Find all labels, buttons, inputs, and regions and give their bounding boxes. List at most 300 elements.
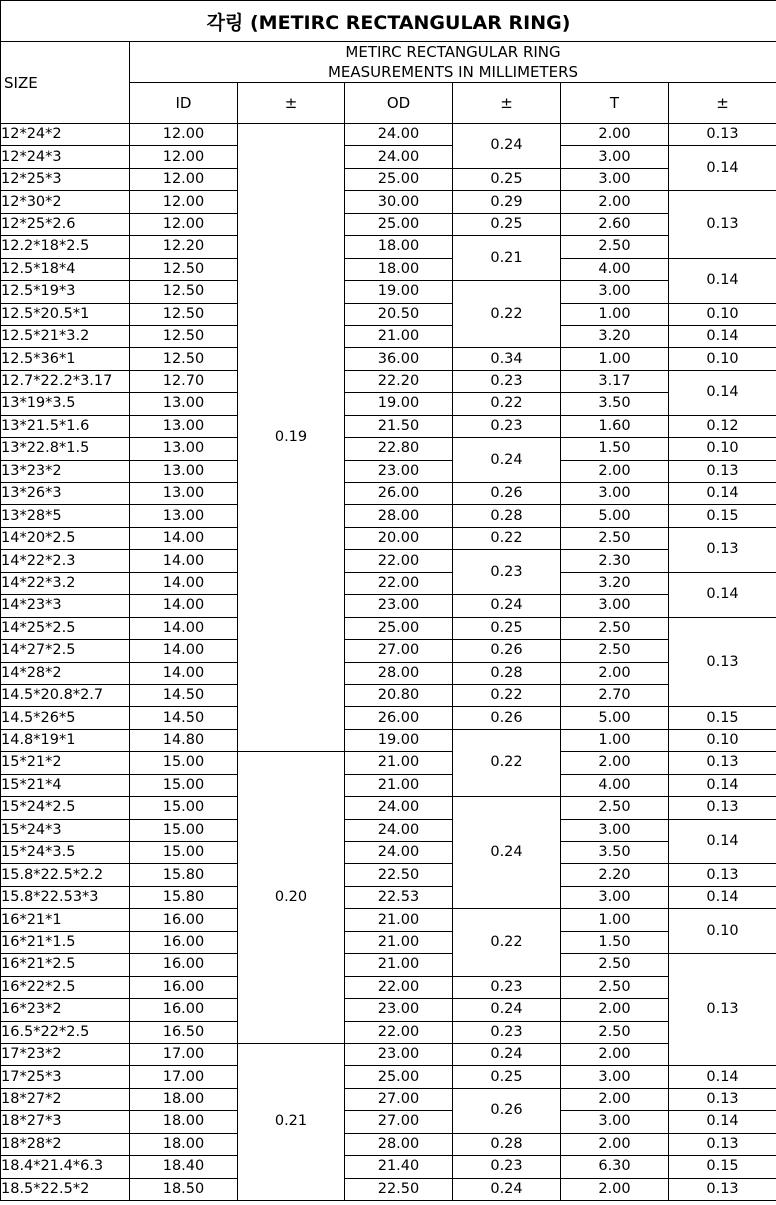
od-tolerance-cell: 0.23 bbox=[453, 415, 561, 437]
id-cell: 15.00 bbox=[130, 842, 238, 864]
od-tolerance-cell: 0.23 bbox=[453, 550, 561, 595]
od-tolerance-cell: 0.24 bbox=[453, 797, 561, 909]
table-row bbox=[1, 707, 776, 729]
id-tolerance-cell: 0.19 bbox=[238, 124, 345, 752]
id-cell: 15.00 bbox=[130, 774, 238, 796]
t-cell: 2.00 bbox=[561, 124, 669, 146]
id-cell: 14.00 bbox=[130, 572, 238, 594]
t-cell: 1.00 bbox=[561, 348, 669, 370]
t-cell: 2.00 bbox=[561, 1043, 669, 1065]
size-cell: 15.8*22.53*3 bbox=[1, 886, 130, 908]
t-cell: 1.00 bbox=[561, 909, 669, 931]
od-tolerance-cell: 0.22 bbox=[453, 281, 561, 348]
size-cell: 16*21*2.5 bbox=[1, 954, 130, 976]
table-row bbox=[1, 954, 776, 976]
t-tolerance-cell: 0.13 bbox=[669, 954, 776, 1066]
size-cell: 15*24*3.5 bbox=[1, 842, 130, 864]
t-tolerance-cell: 0.13 bbox=[669, 527, 776, 572]
table-row bbox=[1, 370, 776, 392]
size-cell: 15*24*2.5 bbox=[1, 797, 130, 819]
size-cell: 16*22*2.5 bbox=[1, 976, 130, 998]
size-cell: 13*28*5 bbox=[1, 505, 130, 527]
size-cell: 12*24*3 bbox=[1, 146, 130, 168]
t-cell: 3.00 bbox=[561, 819, 669, 841]
table-row bbox=[1, 797, 776, 819]
id-cell: 16.00 bbox=[130, 976, 238, 998]
table-row bbox=[1, 1156, 776, 1178]
table-row bbox=[1, 348, 776, 370]
id-cell: 14.00 bbox=[130, 640, 238, 662]
od-cell: 19.00 bbox=[345, 729, 453, 751]
t-tolerance-cell: 0.13 bbox=[669, 1088, 776, 1110]
id-cell: 15.00 bbox=[130, 797, 238, 819]
od-cell: 22.50 bbox=[345, 864, 453, 886]
table-row bbox=[1, 1021, 776, 1043]
t-cell: 3.00 bbox=[561, 168, 669, 190]
od-cell: 22.80 bbox=[345, 438, 453, 460]
t-cell: 2.00 bbox=[561, 460, 669, 482]
t-cell: 5.00 bbox=[561, 505, 669, 527]
od-cell: 27.00 bbox=[345, 1088, 453, 1110]
t-cell: 3.00 bbox=[561, 146, 669, 168]
od-cell: 21.00 bbox=[345, 752, 453, 774]
od-cell: 20.50 bbox=[345, 303, 453, 325]
table-row bbox=[1, 729, 776, 751]
od-tolerance-cell: 0.26 bbox=[453, 1088, 561, 1133]
t-cell: 1.00 bbox=[561, 729, 669, 751]
id-column-header: ID bbox=[130, 83, 238, 124]
od-cell: 23.00 bbox=[345, 1043, 453, 1065]
od-cell: 24.00 bbox=[345, 797, 453, 819]
table-row bbox=[1, 999, 776, 1021]
t-cell: 6.30 bbox=[561, 1156, 669, 1178]
t-cell: 2.50 bbox=[561, 976, 669, 998]
size-cell: 12*25*3 bbox=[1, 168, 130, 190]
table-row bbox=[1, 258, 776, 280]
od-tolerance-cell: 0.28 bbox=[453, 505, 561, 527]
od-cell: 22.50 bbox=[345, 1178, 453, 1200]
id-cell: 14.00 bbox=[130, 550, 238, 572]
table-row bbox=[1, 684, 776, 706]
table-row bbox=[1, 1066, 776, 1088]
t-tolerance-cell: 0.15 bbox=[669, 1156, 776, 1178]
id-cell: 18.40 bbox=[130, 1156, 238, 1178]
t-cell: 4.00 bbox=[561, 774, 669, 796]
od-tolerance-cell: 0.24 bbox=[453, 595, 561, 617]
id-cell: 13.00 bbox=[130, 505, 238, 527]
od-cell: 22.00 bbox=[345, 1021, 453, 1043]
t-tolerance-cell: 0.14 bbox=[669, 819, 776, 864]
od-tolerance-cell: 0.21 bbox=[453, 236, 561, 281]
t-cell: 1.00 bbox=[561, 303, 669, 325]
t-tolerance-cell: 0.14 bbox=[669, 483, 776, 505]
size-cell: 13*23*2 bbox=[1, 460, 130, 482]
od-cell: 24.00 bbox=[345, 146, 453, 168]
measurement-group-header bbox=[130, 42, 776, 83]
od-tolerance-cell: 0.26 bbox=[453, 640, 561, 662]
size-cell: 14*22*2.3 bbox=[1, 550, 130, 572]
od-tolerance-cell: 0.22 bbox=[453, 909, 561, 976]
table-row bbox=[1, 146, 776, 168]
od-tolerance-cell: 0.28 bbox=[453, 662, 561, 684]
t-tolerance-cell: 0.10 bbox=[669, 348, 776, 370]
t-tolerance-cell: 0.14 bbox=[669, 1066, 776, 1088]
table-row bbox=[1, 393, 776, 415]
t-tolerance-cell: 0.10 bbox=[669, 729, 776, 751]
t-tolerance-cell: 0.14 bbox=[669, 774, 776, 796]
t-cell: 2.50 bbox=[561, 617, 669, 639]
t-cell: 3.00 bbox=[561, 595, 669, 617]
t-cell: 3.17 bbox=[561, 370, 669, 392]
od-cell: 28.00 bbox=[345, 662, 453, 684]
t-tolerance-cell: 0.13 bbox=[669, 752, 776, 774]
table-title: 각링 (METIRC RECTANGULAR RING) bbox=[1, 1, 776, 42]
table-row bbox=[1, 483, 776, 505]
t-tolerance-cell: 0.10 bbox=[669, 438, 776, 460]
id-cell: 16.00 bbox=[130, 909, 238, 931]
od-cell: 19.00 bbox=[345, 393, 453, 415]
od-tolerance-cell: 0.23 bbox=[453, 1021, 561, 1043]
size-cell: 14.8*19*1 bbox=[1, 729, 130, 751]
od-cell: 30.00 bbox=[345, 191, 453, 213]
od-cell: 25.00 bbox=[345, 168, 453, 190]
od-tolerance-cell: 0.24 bbox=[453, 438, 561, 483]
t-cell: 2.00 bbox=[561, 191, 669, 213]
od-tolerance-cell: 0.26 bbox=[453, 707, 561, 729]
group-header-line1: METIRC RECTANGULAR RING bbox=[345, 43, 561, 61]
size-cell: 14*22*3.2 bbox=[1, 572, 130, 594]
size-cell: 12.5*19*3 bbox=[1, 281, 130, 303]
size-cell: 18*27*3 bbox=[1, 1111, 130, 1133]
id-cell: 14.00 bbox=[130, 595, 238, 617]
od-cell: 25.00 bbox=[345, 1066, 453, 1088]
t-cell: 3.00 bbox=[561, 1111, 669, 1133]
od-cell: 20.80 bbox=[345, 684, 453, 706]
id-cell: 15.80 bbox=[130, 864, 238, 886]
id-cell: 12.00 bbox=[130, 146, 238, 168]
table-body bbox=[1, 124, 776, 1201]
id-cell: 16.00 bbox=[130, 954, 238, 976]
table-row bbox=[1, 909, 776, 931]
od-tolerance-cell: 0.22 bbox=[453, 684, 561, 706]
t-cell: 1.50 bbox=[561, 438, 669, 460]
size-cell: 18.4*21.4*6.3 bbox=[1, 1156, 130, 1178]
size-cell: 18.5*22.5*2 bbox=[1, 1178, 130, 1200]
table-row bbox=[1, 236, 776, 258]
t-cell: 2.50 bbox=[561, 954, 669, 976]
od-cell: 23.00 bbox=[345, 595, 453, 617]
table-row bbox=[1, 550, 776, 572]
size-cell: 18*28*2 bbox=[1, 1133, 130, 1155]
size-cell: 16*21*1.5 bbox=[1, 931, 130, 953]
od-tolerance-cell: 0.23 bbox=[453, 1156, 561, 1178]
t-tolerance-cell: 0.13 bbox=[669, 864, 776, 886]
od-tolerance-cell: 0.24 bbox=[453, 1178, 561, 1200]
t-tolerance-cell: 0.10 bbox=[669, 303, 776, 325]
table-row bbox=[1, 191, 776, 213]
table-row bbox=[1, 527, 776, 549]
table-row bbox=[1, 886, 776, 908]
od-cell: 25.00 bbox=[345, 617, 453, 639]
od-tolerance-cell: 0.22 bbox=[453, 393, 561, 415]
od-cell: 22.00 bbox=[345, 976, 453, 998]
table-row bbox=[1, 617, 776, 639]
t-cell: 2.50 bbox=[561, 640, 669, 662]
table-row bbox=[1, 1111, 776, 1133]
id-cell: 17.00 bbox=[130, 1066, 238, 1088]
table-row bbox=[1, 595, 776, 617]
t-tolerance-cell: 0.15 bbox=[669, 505, 776, 527]
size-cell: 12*24*2 bbox=[1, 124, 130, 146]
t-cell: 2.00 bbox=[561, 999, 669, 1021]
id-cell: 14.00 bbox=[130, 662, 238, 684]
id-cell: 12.00 bbox=[130, 168, 238, 190]
table-row bbox=[1, 505, 776, 527]
t-cell: 2.00 bbox=[561, 1088, 669, 1110]
t-cell: 2.00 bbox=[561, 1178, 669, 1200]
size-cell: 16*21*1 bbox=[1, 909, 130, 931]
size-column-header: SIZE bbox=[1, 42, 130, 124]
od-tolerance-cell: 0.26 bbox=[453, 483, 561, 505]
t-cell: 2.00 bbox=[561, 752, 669, 774]
size-cell: 15*21*2 bbox=[1, 752, 130, 774]
table-row bbox=[1, 168, 776, 190]
od-tolerance-cell: 0.22 bbox=[453, 729, 561, 796]
t-tolerance-cell: 0.13 bbox=[669, 460, 776, 482]
od-cell: 18.00 bbox=[345, 258, 453, 280]
od-tolerance-cell: 0.24 bbox=[453, 999, 561, 1021]
t-cell: 4.00 bbox=[561, 258, 669, 280]
table-row bbox=[1, 325, 776, 347]
t-tolerance-cell: 0.14 bbox=[669, 1111, 776, 1133]
id-cell: 18.00 bbox=[130, 1111, 238, 1133]
id-cell: 12.00 bbox=[130, 124, 238, 146]
t-tolerance-cell: 0.14 bbox=[669, 886, 776, 908]
id-cell: 14.00 bbox=[130, 527, 238, 549]
od-cell: 19.00 bbox=[345, 281, 453, 303]
table-row bbox=[1, 752, 776, 774]
t-cell: 2.00 bbox=[561, 662, 669, 684]
t-tolerance-cell: 0.14 bbox=[669, 258, 776, 303]
size-cell: 14*25*2.5 bbox=[1, 617, 130, 639]
id-cell: 12.50 bbox=[130, 348, 238, 370]
t-cell: 3.00 bbox=[561, 886, 669, 908]
od-tolerance-cell: 0.25 bbox=[453, 1066, 561, 1088]
od-cell: 23.00 bbox=[345, 460, 453, 482]
od-tolerance-cell: 0.23 bbox=[453, 976, 561, 998]
size-cell: 13*21.5*1.6 bbox=[1, 415, 130, 437]
t-cell: 3.20 bbox=[561, 325, 669, 347]
table-row bbox=[1, 842, 776, 864]
od-cell: 22.20 bbox=[345, 370, 453, 392]
t-cell: 3.00 bbox=[561, 1066, 669, 1088]
table-row bbox=[1, 864, 776, 886]
size-cell: 14*20*2.5 bbox=[1, 527, 130, 549]
id-cell: 13.00 bbox=[130, 460, 238, 482]
id-cell: 13.00 bbox=[130, 393, 238, 415]
id-cell: 12.70 bbox=[130, 370, 238, 392]
size-cell: 12*30*2 bbox=[1, 191, 130, 213]
t-tolerance-cell: 0.10 bbox=[669, 909, 776, 954]
size-cell: 15.8*22.5*2.2 bbox=[1, 864, 130, 886]
od-cell: 22.00 bbox=[345, 550, 453, 572]
table-row bbox=[1, 281, 776, 303]
table-row bbox=[1, 1043, 776, 1065]
t-tolerance-cell: 0.14 bbox=[669, 325, 776, 347]
od-cell: 21.00 bbox=[345, 931, 453, 953]
table-row bbox=[1, 1088, 776, 1110]
od-tolerance-cell: 0.25 bbox=[453, 168, 561, 190]
table-row bbox=[1, 438, 776, 460]
size-cell: 12.5*36*1 bbox=[1, 348, 130, 370]
t-tolerance-cell: 0.15 bbox=[669, 707, 776, 729]
od-tolerance-cell: 0.24 bbox=[453, 1043, 561, 1065]
od-column-header: OD bbox=[345, 83, 453, 124]
size-cell: 15*21*4 bbox=[1, 774, 130, 796]
t-tolerance-cell: 0.13 bbox=[669, 797, 776, 819]
table-row bbox=[1, 1133, 776, 1155]
table-row bbox=[1, 931, 776, 953]
size-cell: 17*25*3 bbox=[1, 1066, 130, 1088]
od-tolerance-header: ± bbox=[453, 83, 561, 124]
od-tolerance-cell: 0.28 bbox=[453, 1133, 561, 1155]
id-cell: 12.50 bbox=[130, 258, 238, 280]
t-cell: 2.20 bbox=[561, 864, 669, 886]
size-cell: 12.5*20.5*1 bbox=[1, 303, 130, 325]
t-tolerance-cell: 0.14 bbox=[669, 370, 776, 415]
od-cell: 22.53 bbox=[345, 886, 453, 908]
od-tolerance-cell: 0.22 bbox=[453, 527, 561, 549]
od-cell: 21.00 bbox=[345, 325, 453, 347]
od-cell: 20.00 bbox=[345, 527, 453, 549]
id-cell: 13.00 bbox=[130, 438, 238, 460]
table-row bbox=[1, 460, 776, 482]
size-cell: 16*23*2 bbox=[1, 999, 130, 1021]
table-row bbox=[1, 572, 776, 594]
size-cell: 13*19*3.5 bbox=[1, 393, 130, 415]
id-cell: 15.80 bbox=[130, 886, 238, 908]
size-cell: 14.5*20.8*2.7 bbox=[1, 684, 130, 706]
id-tolerance-cell: 0.20 bbox=[238, 752, 345, 1044]
group-header-line2: MEASUREMENTS IN MILLIMETERS bbox=[327, 63, 579, 81]
id-cell: 14.00 bbox=[130, 617, 238, 639]
id-cell: 18.00 bbox=[130, 1088, 238, 1110]
od-cell: 23.00 bbox=[345, 999, 453, 1021]
od-cell: 18.00 bbox=[345, 236, 453, 258]
t-cell: 2.50 bbox=[561, 527, 669, 549]
od-cell: 24.00 bbox=[345, 842, 453, 864]
t-tolerance-header: ± bbox=[669, 83, 776, 124]
id-cell: 15.00 bbox=[130, 819, 238, 841]
t-cell: 3.50 bbox=[561, 842, 669, 864]
id-cell: 16.00 bbox=[130, 999, 238, 1021]
size-cell: 12.7*22.2*3.17 bbox=[1, 370, 130, 392]
table-row bbox=[1, 640, 776, 662]
t-tolerance-cell: 0.13 bbox=[669, 1133, 776, 1155]
t-cell: 2.30 bbox=[561, 550, 669, 572]
t-cell: 2.60 bbox=[561, 213, 669, 235]
t-tolerance-cell: 0.13 bbox=[669, 124, 776, 146]
od-cell: 24.00 bbox=[345, 124, 453, 146]
id-cell: 12.00 bbox=[130, 213, 238, 235]
size-cell: 16.5*22*2.5 bbox=[1, 1021, 130, 1043]
t-tolerance-cell: 0.13 bbox=[669, 617, 776, 707]
size-cell: 14.5*26*5 bbox=[1, 707, 130, 729]
table-row bbox=[1, 774, 776, 796]
t-column-header: T bbox=[561, 83, 669, 124]
id-cell: 14.50 bbox=[130, 684, 238, 706]
od-cell: 24.00 bbox=[345, 819, 453, 841]
id-cell: 16.50 bbox=[130, 1021, 238, 1043]
t-cell: 2.70 bbox=[561, 684, 669, 706]
od-cell: 36.00 bbox=[345, 348, 453, 370]
od-tolerance-cell: 0.23 bbox=[453, 370, 561, 392]
od-cell: 21.00 bbox=[345, 774, 453, 796]
t-tolerance-cell: 0.13 bbox=[669, 1178, 776, 1200]
t-cell: 3.00 bbox=[561, 281, 669, 303]
table-row bbox=[1, 415, 776, 437]
od-tolerance-cell: 0.24 bbox=[453, 124, 561, 169]
id-cell: 13.00 bbox=[130, 483, 238, 505]
size-cell: 17*23*2 bbox=[1, 1043, 130, 1065]
table-row bbox=[1, 303, 776, 325]
id-cell: 12.50 bbox=[130, 325, 238, 347]
t-cell: 2.50 bbox=[561, 236, 669, 258]
t-cell: 3.50 bbox=[561, 393, 669, 415]
id-cell: 12.50 bbox=[130, 281, 238, 303]
od-cell: 25.00 bbox=[345, 213, 453, 235]
id-tolerance-header: ± bbox=[238, 83, 345, 124]
id-cell: 17.00 bbox=[130, 1043, 238, 1065]
t-tolerance-cell: 0.14 bbox=[669, 572, 776, 617]
size-cell: 12*25*2.6 bbox=[1, 213, 130, 235]
table-row bbox=[1, 213, 776, 235]
id-cell: 12.50 bbox=[130, 303, 238, 325]
id-cell: 12.00 bbox=[130, 191, 238, 213]
size-cell: 14*27*2.5 bbox=[1, 640, 130, 662]
id-cell: 12.20 bbox=[130, 236, 238, 258]
od-cell: 21.40 bbox=[345, 1156, 453, 1178]
size-cell: 18*27*2 bbox=[1, 1088, 130, 1110]
od-cell: 26.00 bbox=[345, 707, 453, 729]
od-cell: 21.00 bbox=[345, 909, 453, 931]
table-row bbox=[1, 976, 776, 998]
table-row bbox=[1, 662, 776, 684]
t-tolerance-cell: 0.14 bbox=[669, 146, 776, 191]
t-cell: 2.50 bbox=[561, 797, 669, 819]
od-cell: 27.00 bbox=[345, 1111, 453, 1133]
od-tolerance-cell: 0.34 bbox=[453, 348, 561, 370]
size-cell: 12.5*18*4 bbox=[1, 258, 130, 280]
size-cell: 12.2*18*2.5 bbox=[1, 236, 130, 258]
od-cell: 21.50 bbox=[345, 415, 453, 437]
id-cell: 16.00 bbox=[130, 931, 238, 953]
od-cell: 21.00 bbox=[345, 954, 453, 976]
t-tolerance-cell: 0.12 bbox=[669, 415, 776, 437]
t-cell: 1.50 bbox=[561, 931, 669, 953]
t-cell: 2.00 bbox=[561, 1133, 669, 1155]
size-cell: 14*23*3 bbox=[1, 595, 130, 617]
t-cell: 2.50 bbox=[561, 1021, 669, 1043]
t-cell: 3.20 bbox=[561, 572, 669, 594]
od-tolerance-cell: 0.25 bbox=[453, 617, 561, 639]
size-cell: 13*26*3 bbox=[1, 483, 130, 505]
od-cell: 28.00 bbox=[345, 1133, 453, 1155]
od-cell: 28.00 bbox=[345, 505, 453, 527]
id-cell: 13.00 bbox=[130, 415, 238, 437]
id-cell: 18.50 bbox=[130, 1178, 238, 1200]
od-cell: 26.00 bbox=[345, 483, 453, 505]
